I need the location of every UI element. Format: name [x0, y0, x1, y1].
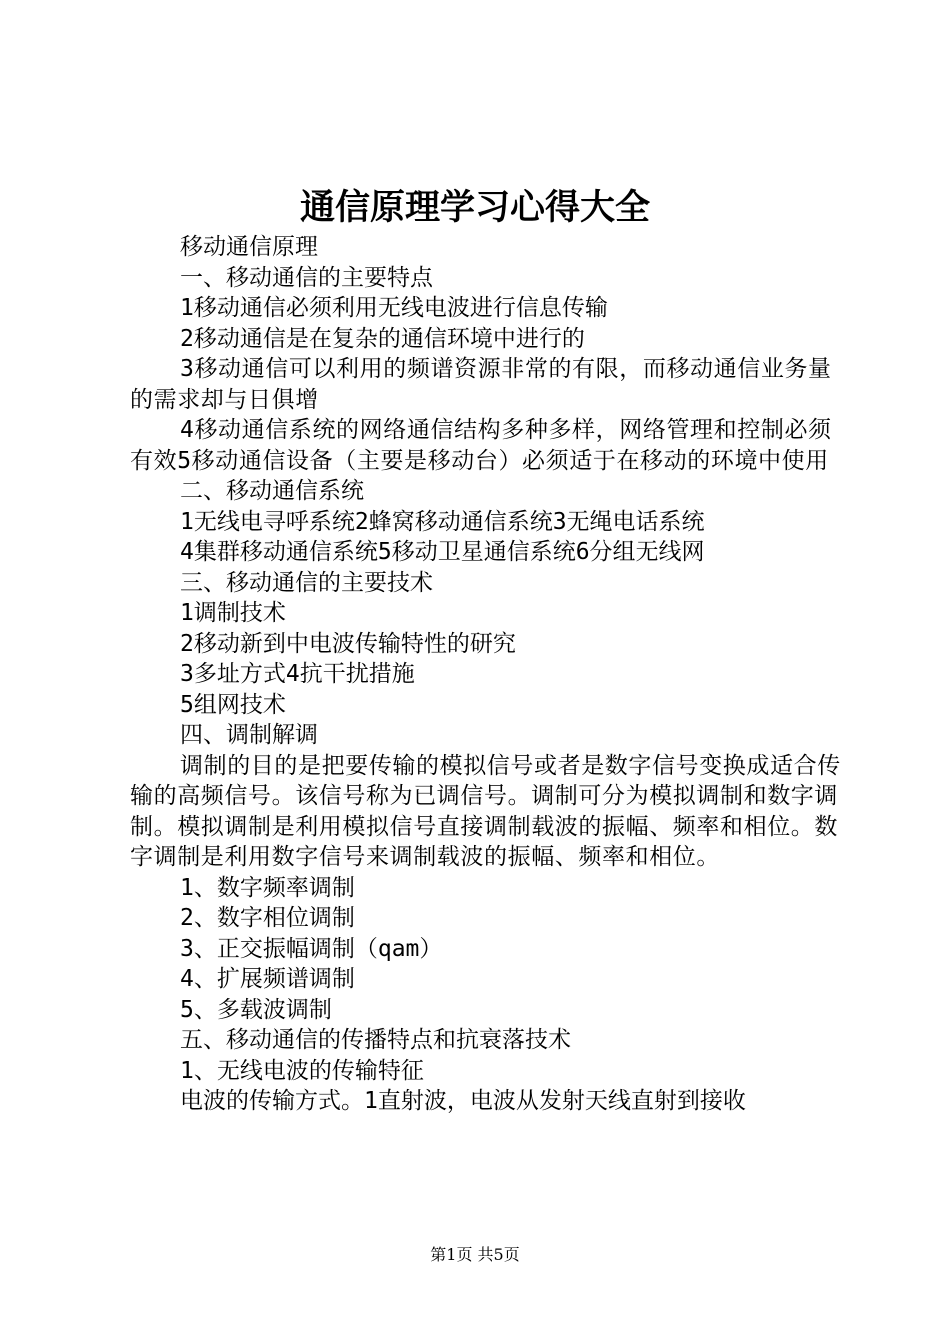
list-item: 3多址方式4抗干扰措施: [180, 661, 415, 687]
list-item: 1、无线电波的传输特征: [180, 1057, 424, 1084]
list-item: 5组网技术: [180, 691, 286, 718]
section-heading-5: 五、移动通信的传播特点和抗衰落技术: [180, 1027, 571, 1053]
section-heading-3: 三、移动通信的主要技术: [180, 569, 433, 596]
list-item: 1、数字频率调制: [180, 874, 355, 901]
list-item: 1调制技术: [180, 600, 286, 626]
list-item: 1移动通信必须利用无线电波进行信息传输: [180, 295, 608, 321]
section-heading-4: 四、调制解调: [180, 722, 318, 748]
paragraph: 电波的传输方式。1直射波，电波从发射天线直射到接收: [180, 1088, 746, 1114]
section-heading-1: 一、移动通信的主要特点: [180, 264, 433, 291]
document-body: [130, 232, 850, 1117]
list-item: 4集群移动通信系统5移动卫星通信系统6分组无线网: [180, 539, 705, 565]
list-item: 5、多载波调制: [180, 996, 332, 1023]
heading-mobile-principles: 移动通信原理: [180, 234, 318, 260]
list-item: 2移动通信是在复杂的通信环境中进行的: [180, 325, 585, 352]
paragraph: 调制的目的是把要传输的模拟信号或者是数字信号变换成适合传输的高频信号。该信号称为已调信号。调制可分为模拟调制和数字调制。模拟调制是利用模拟信号直接调制载波的振幅、频率和相位。数字调制是利用数字信号来调制载波的振幅、频率和相位。: [130, 752, 841, 870]
page-footer: 第1页 共5页: [430, 1245, 520, 1264]
list-item: 2移动新到中电波传输特性的研究: [180, 630, 516, 657]
paragraph: 4移动通信系统的网络通信结构多种多样，网络管理和控制必须有效5移动通信设备（主要是移动台）必须适于在移动的环境中使用: [130, 417, 832, 474]
list-item: 2、数字相位调制: [180, 905, 355, 931]
list-item: 4、扩展频谱调制: [180, 966, 355, 992]
section-heading-2: 二、移动通信系统: [180, 478, 364, 504]
list-item: 3、正交振幅调制（qam）: [180, 935, 443, 962]
list-item: 1无线电寻呼系统2蜂窝移动通信系统3无绳电话系统: [180, 508, 705, 535]
paragraph: 3移动通信可以利用的频谱资源非常的有限，而移动通信业务量的需求却与日俱增: [130, 356, 832, 413]
document-title: 通信原理学习心得大全: [299, 187, 650, 228]
